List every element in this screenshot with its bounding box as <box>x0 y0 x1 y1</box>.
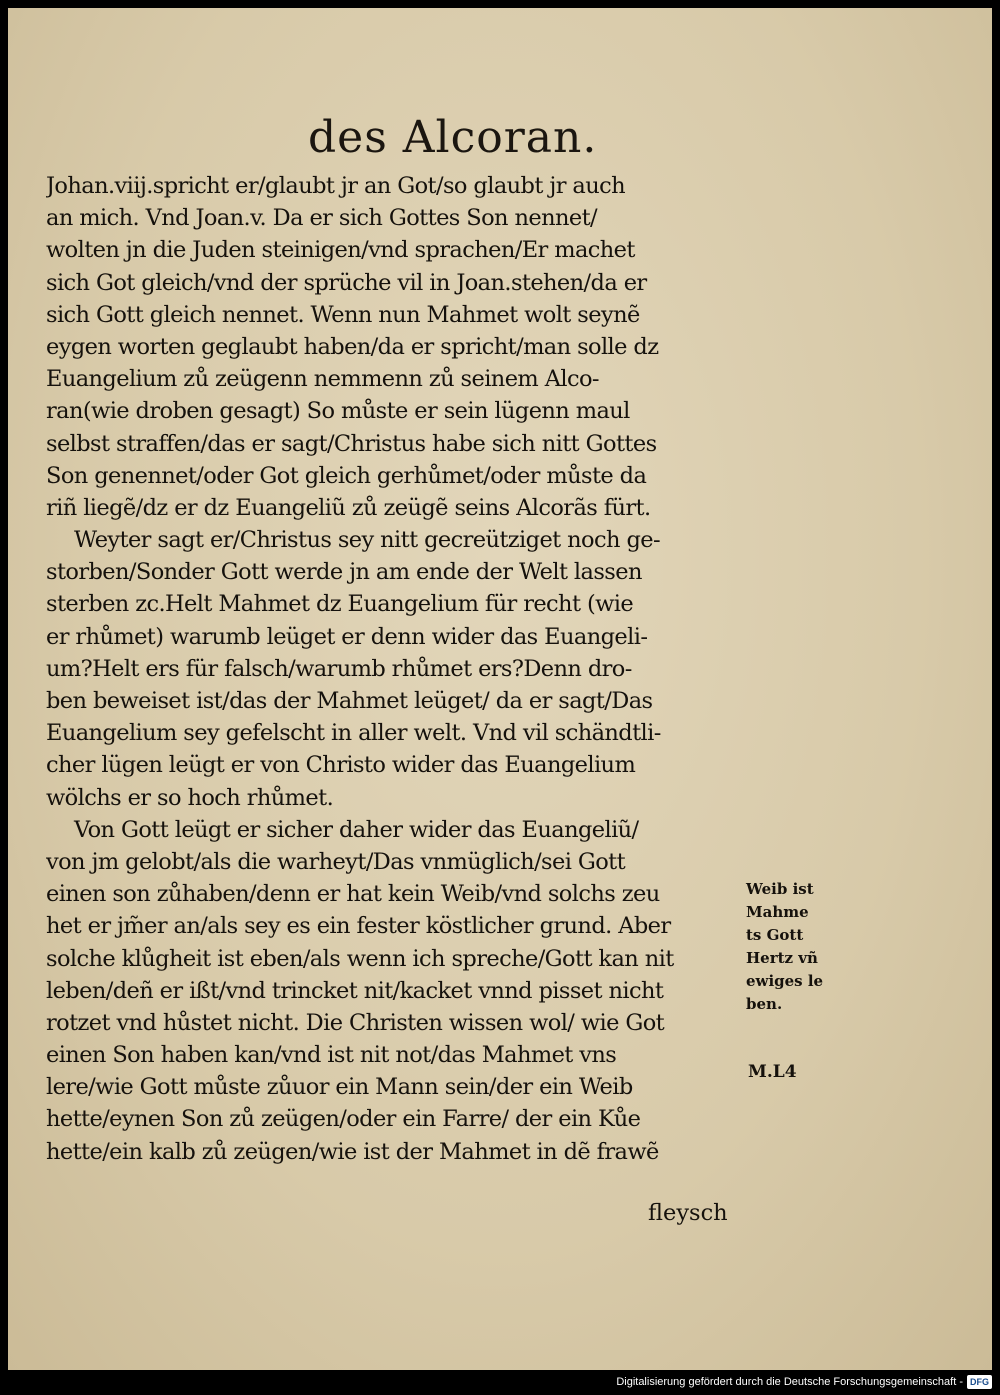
text-line: wölchs er so hoch rhůmet. <box>46 784 334 811</box>
marginal-note-line: ewiges le <box>746 972 824 990</box>
text-line: einen son zůhaben/denn er hat kein Weib/vnd solchs zeu <box>46 881 660 908</box>
dfg-logo: DFG <box>967 1375 992 1389</box>
text-line: einen Son haben kan/vnd ist nit not/das Mahmet vns <box>46 1042 617 1069</box>
text-line: Von Gott leügt er sicher daher wider das Euangeliũ/ <box>74 816 639 843</box>
book-page <box>8 8 992 1370</box>
text-line: lere/wie Gott můste zůuor ein Mann sein/der ein Weib <box>46 1074 633 1101</box>
marginal-note-line: Weib ist <box>746 880 814 898</box>
text-line: sich Gott gleich nennet. Wenn nun Mahmet wolt seynẽ <box>46 301 640 328</box>
running-head: des Alcoran. <box>308 112 598 163</box>
text-line: Son genennet/oder Got gleich gerhůmet/oder můste da <box>46 462 647 489</box>
text-line: hette/ein kalb zů zeügen/wie ist der Mahmet in dẽ frawẽ <box>46 1138 659 1165</box>
text-line: Euangelium sey gefelscht in aller welt. Vnd vil schändtli- <box>46 720 661 747</box>
body-text <box>46 170 768 1168</box>
marginal-note-line: ben. <box>746 995 783 1013</box>
text-line: Euangelium zů zeügenn nemmenn zů seinem Alco- <box>46 366 599 393</box>
text-line: cher lügen leügt er von Christo wider das Euangelium <box>46 752 636 779</box>
digitization-footer <box>616 1373 992 1391</box>
text-line: wolten jn die Juden steinigen/vnd sprachen/Er machet <box>46 237 635 264</box>
text-line: Weyter sagt er/Christus sey nitt gecreütziget noch ge- <box>74 527 660 554</box>
catchword: fleysch <box>648 1200 728 1226</box>
marginal-note-line: Hertz vñ <box>746 949 818 967</box>
text-line: riñ liegẽ/dz er dz Euangeliũ zů zeügẽ seins Alcorãs fürt. <box>46 494 651 521</box>
text-line: um?Helt ers für falsch/warumb rhůmet ers?Denn dro- <box>46 655 632 682</box>
footer-credit: Digitalisierung gefördert durch die Deutsche Forschungsgemeinschaft - <box>616 1376 963 1388</box>
marginal-note-line: Mahme <box>746 903 809 921</box>
text-line: hette/eynen Son zů zeügen/oder ein Farre/ der ein Kůe <box>46 1106 641 1133</box>
text-line: selbst straffen/das er sagt/Christus habe sich nitt Gottes <box>46 430 657 457</box>
text-line: eygen worten geglaubt haben/da er spricht/man solle dz <box>46 333 659 360</box>
text-line: storben/Sonder Gott werde jn am ende der Welt lassen <box>46 559 642 586</box>
text-line: het er jm̃er an/als sey es ein fester köstlicher grund. Aber <box>46 913 671 940</box>
text-line: solche klůgheit ist eben/als wenn ich spreche/Gott kan nit <box>46 945 674 972</box>
text-line: ran(wie droben gesagt) So můste er sein lügenn maul <box>46 398 630 425</box>
text-line: ben beweiset ist/das der Mahmet leüget/ da er sagt/Das <box>46 688 653 714</box>
marginal-note <box>746 878 832 1016</box>
text-line: von jm gelobt/als die warheyt/Das vnmüglich/sei Gott <box>46 848 626 875</box>
text-line: leben/deñ er ißt/vnd trincket nit/kacket vnnd pisset nicht <box>46 977 664 1004</box>
text-line: an mich. Vnd Joan.v. Da er sich Gottes Son nennet/ <box>46 205 598 232</box>
signature-mark: M.L4 <box>748 1062 797 1082</box>
text-line: sich Got gleich/vnd der sprüche vil in Joan.stehen/da er <box>46 269 647 296</box>
marginal-note-line: ts Gott <box>746 926 804 944</box>
text-line: er rhůmet) warumb leüget er denn wider das Euangeli- <box>46 623 648 650</box>
text-line: rotzet vnd hůstet nicht. Die Christen wissen wol/ wie Got <box>46 1009 665 1036</box>
text-line: sterben zc.Helt Mahmet dz Euangelium für recht (wie <box>46 591 634 618</box>
text-line: Johan.viij.spricht er/glaubt jr an Got/so glaubt jr auch <box>46 173 625 199</box>
